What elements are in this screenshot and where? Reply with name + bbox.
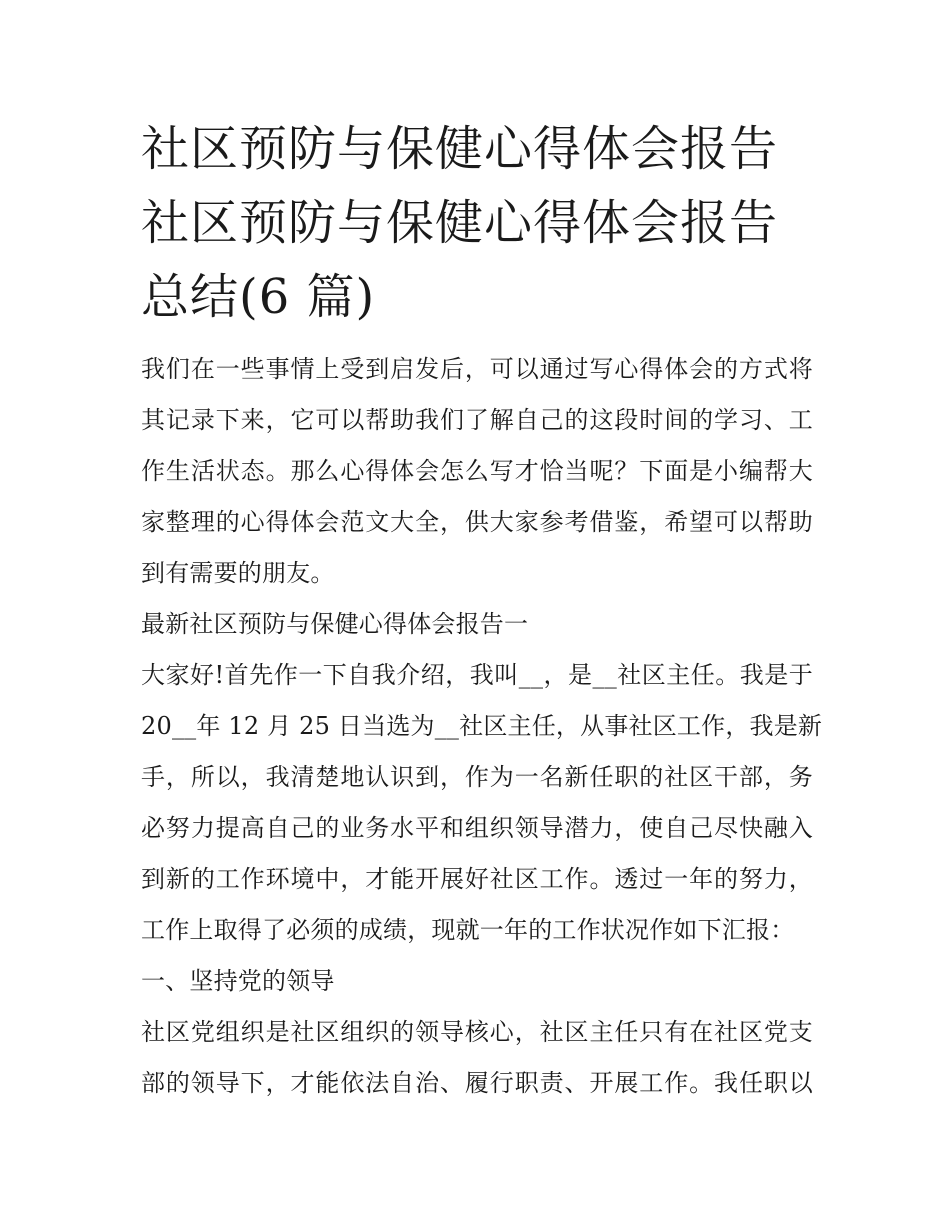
document-title: [141, 112, 813, 334]
paragraph-2: [141, 1007, 813, 1109]
para1-line-1: 大家好!首先作一下自我介绍，我叫__，是__社区主任。我是于: [141, 661, 813, 689]
intro-line-2: 其记录下来，它可以帮助我们了解自己的这段时间的学习、工: [141, 406, 813, 434]
document-body: [141, 344, 823, 1109]
title-line-1: 社区预防与保健心得体会报告: [141, 121, 779, 177]
intro-line-1: 我们在一些事情上受到启发后，可以通过写心得体会的方式将: [141, 355, 813, 383]
para1-line-2: 20__年 12 月 25 日当选为__社区主任，从事社区工作，我是新: [141, 712, 823, 740]
intro-line-4: 家整理的心得体会范文大全，供大家参考借鉴，希望可以帮助: [141, 508, 813, 536]
para1-line-4: 必努力提高自己的业务水平和组织领导潜力，使自己尽快融入: [141, 814, 813, 842]
intro-line-5: 到有需要的朋友。: [141, 559, 335, 587]
document-content: [141, 112, 823, 1109]
subsection-heading-1: 一、坚持党的领导: [141, 967, 335, 995]
title-line-3: 总结(6 篇): [141, 269, 376, 325]
section-heading-1: 最新社区预防与保健心得体会报告一: [141, 610, 529, 638]
para1-line-6: 工作上取得了必须的成绩，现就一年的工作状况作如下汇报：: [141, 916, 795, 944]
paragraph-1: [141, 650, 823, 956]
intro-line-3: 作生活状态。那么心得体会怎么写才恰当呢？下面是小编帮大: [141, 457, 813, 485]
para2-line-2: 部的领导下，才能依法自治、履行职责、开展工作。我任职以: [141, 1069, 813, 1097]
intro-paragraph: [141, 344, 813, 599]
para1-line-3: 手，所以，我清楚地认识到，作为一名新任职的社区干部，务: [141, 763, 813, 791]
title-line-2: 社区预防与保健心得体会报告: [141, 195, 779, 251]
para2-line-1: 社区党组织是社区组织的领导核心，社区主任只有在社区党支: [141, 1018, 813, 1046]
para1-line-5: 到新的工作环境中，才能开展好社区工作。透过一年的努力，: [141, 865, 813, 893]
